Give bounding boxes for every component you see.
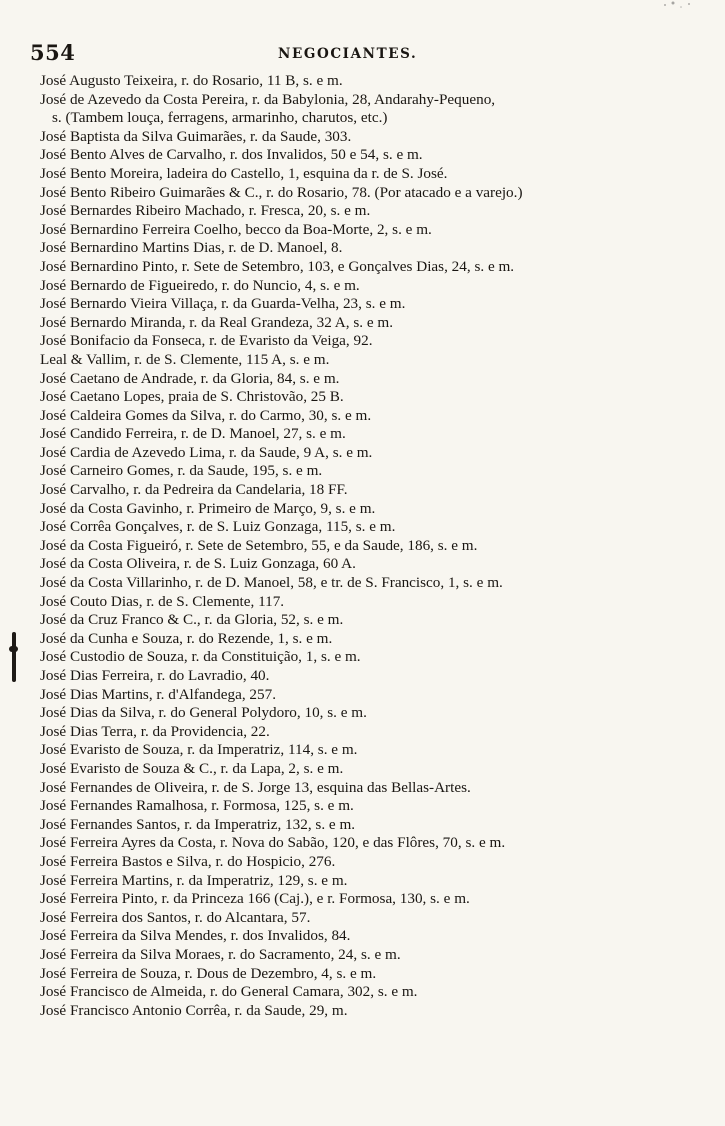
list-item: José Caetano Lopes, praia de S. Christovão, 25 B. bbox=[40, 388, 344, 406]
list-item: José Bernardino Pinto, r. Sete de Setembro, 103, e Gonçalves Dias, 24, s. e m. bbox=[40, 257, 515, 275]
list-item: José da Cruz Franco & C., r. da Gloria, 52, s. e m. bbox=[40, 611, 344, 629]
list-item: José da Costa Figueiró, r. Sete de Setembro, 55, e da Saude, 186, s. e m. bbox=[40, 536, 478, 554]
list-item: José Baptista da Silva Guimarães, r. da Saude, 303. bbox=[40, 127, 352, 145]
list-item: José Fernandes Ramalhosa, r. Formosa, 125, s. e m. bbox=[40, 797, 354, 815]
list-item: José Augusto Teixeira, r. do Rosario, 11 B, s. e m. bbox=[40, 72, 343, 89]
list-item: José Ferreira Ayres da Costa, r. Nova do Sabão, 120, e das Flôres, 70, s. e m. bbox=[40, 834, 506, 852]
list-item: José Ferreira da Silva Moraes, r. do Sacramento, 24, s. e m. bbox=[40, 945, 401, 963]
list-item: s. (Tambem louça, ferragens, armarinho, charutos, etc.) bbox=[52, 109, 388, 127]
list-item: José da Costa Oliveira, r. de S. Luiz Gonzaga, 60 A. bbox=[40, 555, 356, 573]
list-item: José Bernardo Vieira Villaça, r. da Guarda-Velha, 23, s. e m. bbox=[40, 295, 406, 313]
list-item: José da Cunha e Souza, r. do Rezende, 1, s. e m. bbox=[40, 629, 333, 647]
list-item: José Ferreira da Silva Mendes, r. dos Invalidos, 84. bbox=[40, 927, 351, 945]
running-title: NEGOCIANTES. bbox=[278, 46, 418, 62]
list-item: José Dias da Silva, r. do General Polydoro, 10, s. e m. bbox=[40, 704, 367, 722]
list-item: José Bonifacio da Fonseca, r. de Evaristo da Veiga, 92. bbox=[40, 332, 373, 350]
list-item: José Francisco Antonio Corrêa, r. da Saude, 29, m. bbox=[40, 1001, 348, 1019]
merchant-list bbox=[40, 72, 695, 1020]
list-item: José Francisco de Almeida, r. do General Camara, 302, s. e m. bbox=[40, 983, 418, 1001]
list-item: José de Azevedo da Costa Pereira, r. da Babylonia, 28, Andarahy-Pequeno, bbox=[40, 90, 496, 108]
page-number: 554 bbox=[30, 40, 76, 65]
list-item: José Carvalho, r. da Pedreira da Candelaria, 18 FF. bbox=[40, 481, 348, 499]
list-item: José Ferreira Martins, r. da Imperatriz, 129, s. e m. bbox=[40, 871, 348, 889]
margin-ink-mark bbox=[12, 632, 16, 682]
list-item: José Dias Martins, r. d'Alfandega, 257. bbox=[40, 685, 276, 703]
list-item: Leal & Vallim, r. de S. Clemente, 115 A, s. e m. bbox=[40, 350, 330, 368]
list-item: José Dias Terra, r. da Providencia, 22. bbox=[40, 722, 270, 740]
list-item: José Cardia de Azevedo Lima, r. da Saude, 9 A, s. e m. bbox=[40, 443, 373, 461]
list-item: José Bernardo Miranda, r. da Real Grandeza, 32 A, s. e m. bbox=[40, 313, 394, 331]
page-header bbox=[30, 40, 670, 70]
list-item: José Evaristo de Souza, r. da Imperatriz, 114, s. e m. bbox=[40, 741, 358, 759]
list-item: José Ferreira de Souza, r. Dous de Dezembro, 4, s. e m. bbox=[40, 964, 377, 982]
list-item: José Fernandes Santos, r. da Imperatriz, 132, s. e m. bbox=[40, 815, 356, 833]
print-smudge bbox=[659, 0, 699, 12]
list-item: José Candido Ferreira, r. de D. Manoel, 27, s. e m. bbox=[40, 425, 346, 443]
list-item: José Couto Dias, r. de S. Clemente, 117. bbox=[40, 592, 285, 610]
list-item: José Corrêa Gonçalves, r. de S. Luiz Gonzaga, 115, s. e m. bbox=[40, 518, 396, 536]
list-item: José Ferreira Pinto, r. da Princeza 166 (Caj.), e r. Formosa, 130, s. e m. bbox=[40, 890, 470, 908]
list-item: José Dias Ferreira, r. do Lavradio, 40. bbox=[40, 667, 270, 684]
list-item: José Bernardo de Figueiredo, r. do Nuncio, 4, s. e m. bbox=[40, 276, 360, 294]
list-item: José Ferreira dos Santos, r. do Alcantara, 57. bbox=[40, 908, 311, 926]
list-item: José Caldeira Gomes da Silva, r. do Carmo, 30, s. e m. bbox=[40, 406, 372, 424]
list-item: José Bento Ribeiro Guimarães & C., r. do Rosario, 78. (Por atacado e a varejo.) bbox=[40, 183, 523, 201]
list-item: José Bernardino Martins Dias, r. de D. Manoel, 8. bbox=[40, 239, 343, 257]
list-item: José Bento Alves de Carvalho, r. dos Invalidos, 50 e 54, s. e m. bbox=[40, 146, 423, 164]
list-item: José Bento Moreira, ladeira do Castello, 1, esquina da r. de S. José. bbox=[40, 164, 448, 182]
list-item: José Carneiro Gomes, r. da Saude, 195, s. e m. bbox=[40, 462, 323, 480]
list-item: José Caetano de Andrade, r. da Gloria, 84, s. e m. bbox=[40, 369, 340, 387]
list-item: José Evaristo de Souza & C., r. da Lapa, 2, s. e m. bbox=[40, 759, 344, 777]
list-item: José da Costa Gavinho, r. Primeiro de Março, 9, s. e m. bbox=[40, 499, 376, 517]
list-item: José Bernardino Ferreira Coelho, becco da Boa-Morte, 2, s. e m. bbox=[40, 220, 432, 238]
list-item: José da Costa Villarinho, r. de D. Manoel, 58, e tr. de S. Francisco, 1, s. e m. bbox=[40, 574, 503, 592]
list-item: José Bernardes Ribeiro Machado, r. Fresca, 20, s. e m. bbox=[40, 202, 371, 220]
list-item: José Custodio de Souza, r. da Constituição, 1, s. e m. bbox=[40, 648, 361, 666]
list-item: José Fernandes de Oliveira, r. de S. Jorge 13, esquina das Bellas-Artes. bbox=[40, 778, 471, 796]
list-item: José Ferreira Bastos e Silva, r. do Hospicio, 276. bbox=[40, 852, 336, 870]
